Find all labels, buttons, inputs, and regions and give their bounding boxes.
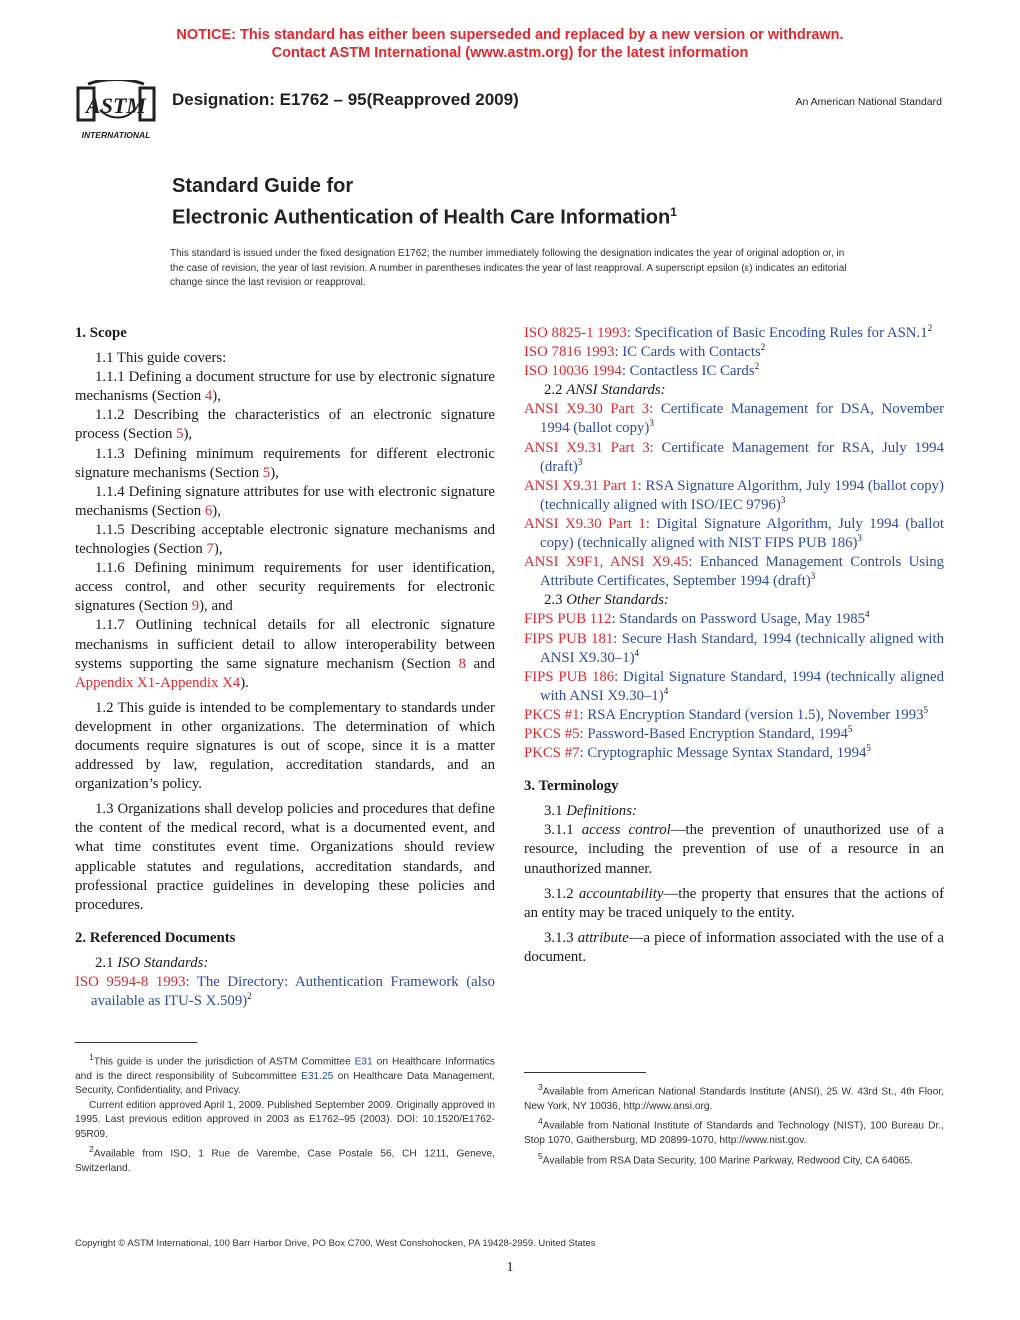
- ansi-ref-0-text: : Certificate Management for DSA, November 1994 (ballot copy): [540, 401, 944, 437]
- other-ref-4-sup: 5: [847, 724, 853, 735]
- other-ref-1-sup: 4: [634, 647, 640, 658]
- other-ref-5-text: : Cryptographic Message Syntax Standard, 1994: [579, 745, 867, 762]
- footnote-4-mark: 4: [538, 1116, 543, 1127]
- ansi-ref-3-code: ANSI X9.30 Part 1: [524, 515, 646, 532]
- other-ref-5[interactable]: [524, 744, 944, 763]
- ansi-ref-3-sup: 3: [857, 533, 862, 544]
- ansi-ref-0-sup: 3: [649, 418, 654, 429]
- other-ref-3-sup: 5: [923, 704, 928, 715]
- page-number: 1: [506, 1260, 514, 1275]
- ansi-ref-3[interactable]: [524, 515, 944, 553]
- national-standard-label: An American National Standard: [795, 96, 942, 108]
- ansi-ref-0[interactable]: [524, 400, 944, 438]
- iso-ref-3-code: ISO 10036 1994: [524, 363, 622, 380]
- designation: Designation: E1762 – 95(Reapproved 2009): [172, 90, 519, 109]
- iso-ref-2[interactable]: [524, 343, 944, 362]
- copyright-line: Copyright © ASTM International, 100 Barr Harbor Drive, PO Box C700, West Conshohocken, PA 19428-2959. United States: [75, 1238, 596, 1249]
- term-2-text: —a piece of information associated with the use of a document.: [524, 929, 944, 965]
- scope-1-1-7-end: ).: [240, 674, 249, 691]
- other-ref-0-code: FIPS PUB 112: [524, 611, 612, 628]
- footnote-2-mark: 2: [89, 1144, 94, 1155]
- footnote-4: [524, 1114, 944, 1148]
- footnote-1-c: on Healthcare Data Management, Security, Confidentiality, and Privacy.: [75, 1070, 495, 1097]
- other-ref-0-sup: 4: [865, 609, 870, 620]
- ansi-ref-1-sup: 3: [577, 456, 583, 467]
- footnote-1-b: on Healthcare Informatics and is the direct responsibility of Subcommittee: [75, 1056, 495, 1082]
- scope-1-1-3-text: 1.1.3 Defining minimum requirements for different electronic signature mechanisms (Section: [75, 445, 495, 481]
- iso-ref-1-text: : Specification of Basic Encoding Rules for ASN.1: [626, 325, 928, 341]
- term-accountability: [524, 885, 944, 923]
- title-line-2-text: Electronic Authentication of Health Care Information: [172, 206, 671, 229]
- scope-1-1-3-end: ),: [270, 464, 279, 481]
- right-column: [524, 324, 944, 967]
- title-footnote-mark: 1: [670, 205, 677, 219]
- footnote-3-mark: 3: [538, 1082, 543, 1092]
- scope-1-1-4-text: 1.1.4 Defining signature attributes for use with electronic signature mechanisms (Section: [75, 483, 495, 519]
- committee-link[interactable]: E31: [354, 1056, 373, 1068]
- scope-1-1-2-end: ),: [183, 426, 193, 443]
- other-ref-2-code: FIPS PUB 186: [524, 668, 615, 685]
- terminology-heading: 3. Terminology: [524, 778, 619, 795]
- footnote-3: [524, 1080, 944, 1114]
- scope-1-1-2: [75, 406, 495, 444]
- section-link-5[interactable]: 5: [176, 426, 184, 443]
- title-line-1: Standard Guide for: [172, 175, 354, 197]
- iso-ref-1-sup: 2: [927, 323, 933, 334]
- appendix-link[interactable]: Appendix X1-Appendix X4: [75, 674, 241, 691]
- scope-1-1-7-text: 1.1.7 Outlining technical details for all electronic signature mechanisms in sufficient detail to allow interoperability between systems supporting the same signature mechanism (Section: [75, 617, 495, 672]
- scope-1-1-1-text: 1.1.1 Defining a document structure for use by electronic signature mechanisms (Section: [75, 369, 495, 405]
- footnote-1-mark: 1: [89, 1052, 94, 1062]
- ansi-ref-2-sup: 3: [780, 494, 786, 505]
- term-0-num: 3.1.1: [544, 822, 574, 839]
- ansi-label-num: 2.2: [544, 382, 563, 399]
- scope-1-1: 1.1 This guide covers:: [95, 350, 227, 367]
- footnote-1-a: This guide is under the jurisdiction of ASTM Committee: [93, 1056, 355, 1068]
- definitions-text: Definitions:: [566, 803, 637, 820]
- scope-heading: 1. Scope: [75, 325, 127, 341]
- iso-ref-3-sup: 2: [754, 361, 760, 372]
- footnote-edition: Current edition approved April 1, 2009. Published September 2009. Originally approved in 1995. Last previous edition approved in 2003 as E1762–95 (2003). DOI: 10.1520/E1762-95R09.: [75, 1099, 495, 1140]
- other-ref-0-text: : Standards on Password Usage, May 1985: [611, 611, 866, 628]
- section-link-5b[interactable]: 5: [262, 464, 271, 481]
- section-link-8[interactable]: 8: [458, 655, 466, 672]
- footnote-2-text: Available from ISO, 1 Rue de Varembe, Case Postale 56, CH 1211, Geneve, Switzerland.: [75, 1148, 495, 1175]
- title-line-2: [172, 199, 677, 231]
- designation-intro: This standard is issued under the fixed designation E1762; the number immediately following the designation indicates the year of original adoption or, in the case of revision, the year of last revision. A number in parentheses indicates the year of last reapproval. A superscript epsilon (ε) indicates an editorial change since the last revision or reapproval.: [170, 248, 847, 288]
- footnote-5-text: Available from RSA Data Security, 100 Marine Parkway, Redwood City, CA 64065.: [542, 1155, 913, 1167]
- ansi-ref-0-code: ANSI X9.30 Part 3: [524, 401, 650, 418]
- section-link-4[interactable]: 4: [204, 388, 213, 405]
- term-0-name: access control: [581, 822, 671, 839]
- scope-1-1-4: [75, 483, 495, 521]
- other-standards-label: [524, 591, 944, 610]
- other-ref-5-code: PKCS #7: [524, 745, 580, 762]
- iso-ref-2-code: ISO 7816 1993: [524, 344, 615, 361]
- left-footnotes: [75, 1050, 495, 1177]
- other-ref-1[interactable]: [524, 630, 944, 668]
- ansi-ref-1-code: ANSI X9.31 Part 3: [524, 439, 650, 456]
- other-ref-1-text: : Secure Hash Standard, 1994 (technically aligned with ANSI X9.30–1): [540, 630, 945, 666]
- scope-1-1-7-mid: and: [465, 655, 495, 672]
- iso-ref-3-text: : Contactless IC Cards: [621, 363, 755, 380]
- other-ref-2[interactable]: [524, 668, 944, 706]
- right-footnotes: [524, 1080, 944, 1169]
- refdocs-heading: 2. Referenced Documents: [75, 929, 236, 946]
- scope-1-1-7: [75, 616, 495, 692]
- scope-1-1-5: [75, 521, 495, 559]
- iso-ref-0-code: ISO 9594-8 1993: [75, 974, 186, 990]
- ansi-ref-2-text: : RSA Signature Algorithm, July 1994 (ballot copy) (technically aligned with ISO/IEC 9796): [540, 477, 944, 513]
- right-footnote-rule: [524, 1072, 646, 1073]
- footnote-4-text: Available from National Institute of Standards and Technology (NIST), 100 Bureau Dr., Stop 1070, Gaithersburg, MD 20899-1070, http://www.nist.gov.: [524, 1120, 944, 1147]
- section-link-7[interactable]: 7: [206, 541, 214, 558]
- other-ref-2-sup: 4: [663, 685, 669, 696]
- other-ref-4-code: PKCS #5: [524, 725, 580, 742]
- other-label-num: 2.3: [544, 592, 563, 609]
- term-2-num: 3.1.3: [544, 929, 574, 946]
- withdrawal-notice: [0, 26, 1020, 62]
- notice-line-1: NOTICE: This standard has either been superseded and replaced by a new version or withdrawn.: [176, 27, 844, 43]
- other-ref-5-sup: 5: [866, 743, 871, 754]
- astm-logo: [70, 80, 162, 142]
- ansi-standards-label: [524, 381, 944, 400]
- other-ref-0[interactable]: [524, 610, 944, 629]
- other-label-text: Other Standards:: [566, 592, 669, 609]
- scope-1-1-1: [75, 368, 495, 406]
- section-link-9[interactable]: 9: [191, 598, 200, 615]
- other-ref-3-text: : RSA Encryption Standard (version 1.5), November 1993: [579, 706, 924, 723]
- scope-1-1-6: [75, 559, 495, 616]
- document-title: [172, 173, 677, 231]
- scope-1-1-3: [75, 445, 495, 483]
- iso-ref-3[interactable]: [524, 362, 944, 381]
- scope-1-1-1-end: ),: [212, 388, 221, 405]
- iso-standards-label: [75, 954, 495, 973]
- scope-1-1-2-text: 1.1.2 Describing the characteristics of an electronic signature process (Section: [75, 407, 495, 443]
- iso-ref-1[interactable]: [524, 324, 944, 343]
- notice-line-2: Contact ASTM International (www.astm.org) for the latest information: [271, 45, 749, 61]
- ansi-ref-2-code: ANSI X9.31 Part 1: [524, 477, 638, 494]
- astm-logo-letters: ASTM: [86, 93, 146, 118]
- term-access-control: [524, 821, 944, 878]
- other-ref-4-text: : Password-Based Encryption Standard, 1994: [579, 725, 848, 742]
- footnote-2: [75, 1142, 495, 1176]
- scope-1-1-5-text: 1.1.5 Describing acceptable electronic signature mechanisms and technologies (Section: [75, 521, 495, 558]
- ansi-ref-4[interactable]: [524, 553, 944, 591]
- footnote-5: [524, 1149, 944, 1169]
- definitions-num: 3.1: [544, 803, 563, 820]
- other-ref-2-text: : Digital Signature Standard, 1994 (technically aligned with ANSI X9.30–1): [540, 668, 944, 704]
- left-column: [75, 324, 495, 1011]
- ansi-ref-1-text: : Certificate Management for RSA, July 1994 (draft): [540, 439, 944, 475]
- term-1-num: 3.1.2: [544, 885, 574, 902]
- other-ref-1-code: FIPS PUB 181: [524, 630, 614, 647]
- ansi-ref-4-sup: 3: [810, 571, 816, 582]
- term-1-name: accountability: [578, 885, 664, 902]
- iso-ref-1-code: ISO 8825-1 1993: [524, 325, 627, 341]
- term-1-text: —the property that ensures that the actions of an entity may be traced uniquely to the entity.: [524, 885, 945, 921]
- ansi-ref-1[interactable]: [524, 439, 944, 477]
- other-ref-3-code: PKCS #1: [524, 706, 580, 723]
- iso-ref-0-text: : The Directory: Authentication Framework (also available as ITU-S X.509): [91, 974, 495, 1010]
- scope-1-1-6-end: ), and: [199, 598, 233, 615]
- term-2-name: attribute: [577, 929, 629, 946]
- iso-ref-2-sup: 2: [760, 342, 766, 353]
- ansi-ref-4-text: : Enhanced Management Controls Using Attribute Certificates, September 1994 (draft): [540, 554, 944, 590]
- iso-label-num: 2.1: [95, 954, 114, 971]
- footnote-5-mark: 5: [538, 1150, 543, 1161]
- left-footnote-rule: [75, 1042, 197, 1043]
- astm-logo-subtext: INTERNATIONAL: [81, 130, 151, 140]
- other-ref-3[interactable]: [524, 706, 944, 725]
- section-link-6[interactable]: 6: [204, 502, 213, 519]
- footnote-1: [75, 1050, 495, 1099]
- scope-1-1-4-end: ),: [212, 502, 221, 519]
- scope-1-3: 1.3 Organizations shall develop policies and procedures that define the content of the medical record, what is a documented event, and what time constitutes event time. Organizations should review applicable statutes and regulations, accreditation standards, and professional practice guidelines in developing these policies and procedures.: [75, 801, 495, 913]
- ansi-ref-3-text: : Digital Signature Algorithm, July 1994 (ballot copy) (technically aligned with NIST FIPS PUB 186): [540, 515, 944, 552]
- footnote-3-text: Available from American National Standards Institute (ANSI), 25 W. 43rd St., 4th Floor, New York, NY 10036, http://www.ansi.org.: [524, 1086, 944, 1112]
- term-0-text: —the prevention of unauthorized use of a resource, including the prevention of use of a resource in an unauthorized manner.: [524, 822, 944, 877]
- other-ref-4[interactable]: [524, 725, 944, 744]
- scope-1-1-5-end: ),: [213, 541, 223, 558]
- iso-ref-0-sup: 2: [247, 991, 252, 1002]
- ansi-ref-4-code: ANSI X9F1, ANSI X9.45: [524, 554, 689, 571]
- scope-1-2: 1.2 This guide is intended to be complementary to standards under development in other organizations. The determination of which documents require signatures is out of scope, since it is a matter addressed by law, regulation, accreditation standards, and an organization’s policy.: [75, 699, 495, 793]
- iso-ref-2-text: : IC Cards with Contacts: [614, 344, 761, 361]
- subcommittee-link[interactable]: E31.25: [301, 1070, 334, 1082]
- definitions-label: [524, 802, 944, 821]
- iso-ref-0[interactable]: [75, 973, 495, 1011]
- scope-1-1-6-text: 1.1.6 Defining minimum requirements for user identification, access control, and other security requirements for electronic signatures (Section: [75, 560, 495, 615]
- iso-label-text: ISO Standards:: [117, 954, 209, 971]
- ansi-ref-2[interactable]: [524, 477, 944, 515]
- ansi-label-text: ANSI Standards:: [566, 382, 666, 399]
- term-attribute: [524, 929, 944, 967]
